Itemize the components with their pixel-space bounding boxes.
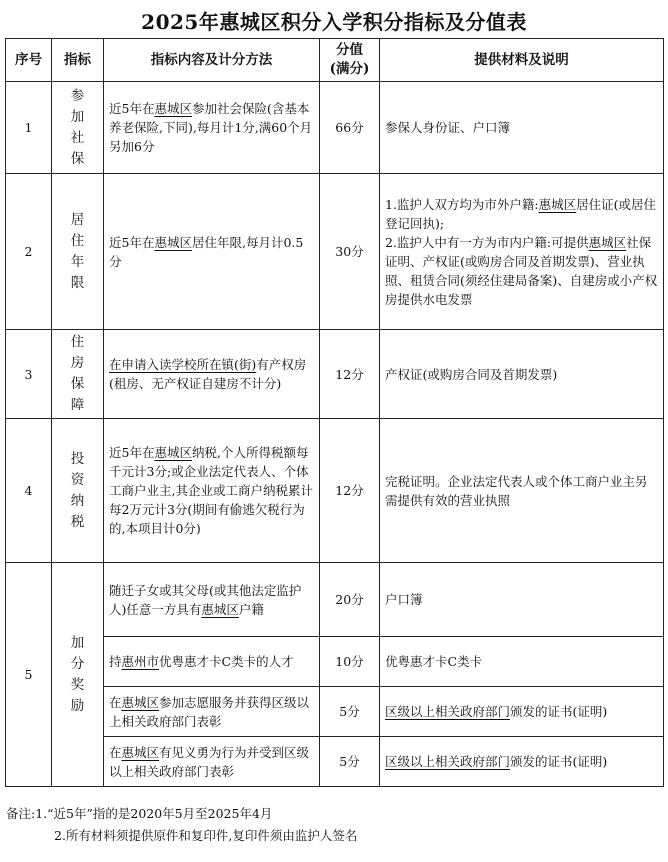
table-row (6, 637, 664, 687)
scoring-table (5, 38, 664, 787)
header-materials: 提供材料及说明 (380, 39, 664, 82)
table-row (6, 174, 664, 330)
row-score: 10分 (320, 637, 380, 687)
row-no: 1 (6, 82, 52, 174)
row-score: 66分 (320, 82, 380, 174)
row-score: 12分 (320, 419, 380, 563)
row-indicator: 居住年限 (52, 174, 104, 330)
row-content: 近5年在惠城区居住年限,每月计0.5分 (104, 174, 320, 330)
row-content: 在惠城区有见义勇为行为并受到区级以上相关政府部门表彰 (104, 737, 320, 787)
table-row (6, 330, 664, 419)
row-content: 近5年在惠城区参加社会保险(含基本养老保险,下同),每月计1分,满60个月另加6分 (104, 82, 320, 174)
row-no: 2 (6, 174, 52, 330)
row-materials: 参保人身份证、户口簿 (380, 82, 664, 174)
table-row (6, 563, 664, 637)
row-score: 20分 (320, 563, 380, 637)
header-score-line2: (满分) (329, 61, 370, 77)
row-content: 在惠城区参加志愿服务并获得区级以上相关政府部门表彰 (104, 687, 320, 737)
table-row (6, 82, 664, 174)
header-score-line1: 分值 (336, 42, 363, 58)
row-materials: 完税证明。企业法定代表人或个体工商户业主另需提供有效的营业执照 (380, 419, 664, 563)
row-materials (380, 174, 664, 330)
row-content: 随迁子女或其父母(或其他法定监护人)任意一方具有惠城区户籍 (104, 563, 320, 637)
page-title: 2025年惠城区积分入学积分指标及分值表 (141, 10, 527, 34)
row-materials: 优粤惠才卡C类卡 (380, 637, 664, 687)
row-indicator: 参加社保 (52, 82, 104, 174)
row-no: 4 (6, 419, 52, 563)
header-content: 指标内容及计分方法 (104, 39, 320, 82)
row-score: 12分 (320, 330, 380, 419)
row-materials: 产权证(或购房合同及首期发票) (380, 330, 664, 419)
table-row (6, 419, 664, 563)
header-no: 序号 (6, 39, 52, 82)
row-content: 在申请入读学校所在镇(街)有产权房(租房、无产权证自建房不计分) (104, 330, 320, 419)
row-score: 5分 (320, 737, 380, 787)
materials-item-2: 2.监护人中有一方为市内户籍:可提供惠城区社保证明、产权证(或购房合同及首期发票)、营业执照、租赁合同(须经住建局备案)、自建房或小产权房提供水电发票 (385, 234, 658, 307)
row-materials: 区级以上相关政府部门颁发的证书(证明) (380, 737, 664, 787)
table-row (6, 737, 664, 787)
footer-note-1: 备注:1.“近5年”指的是2020年5月至2025年4月 (6, 806, 273, 821)
materials-item-1: 1.监护人双方均为市外户籍:惠城区居住证(或居住登记回执); (385, 196, 657, 231)
header-indicator: 指标 (52, 39, 104, 82)
row-content: 近5年在惠城区纳税,个人所得税额每千元计3分;或企业法定代表人、个体工商户业主,其企业或工商户纳税累计每2万元计3分(期间有偷逃欠税行为的,本项目计0分) (104, 419, 320, 563)
row-materials: 区级以上相关政府部门颁发的证书(证明) (380, 687, 664, 737)
table-row (6, 687, 664, 737)
row-score: 30分 (320, 174, 380, 330)
row-no: 3 (6, 330, 52, 419)
footer-notes (6, 803, 357, 847)
row-no: 5 (6, 563, 52, 787)
header-score (320, 39, 380, 82)
row-indicator: 住房保障 (52, 330, 104, 419)
row-indicator: 投资纳税 (52, 419, 104, 563)
footer-note-2: 2.所有材料须提供原件和复印件,复印件须由监护人签名 (54, 828, 358, 843)
row-materials: 户口簿 (380, 563, 664, 637)
table-header-row (6, 39, 664, 82)
row-content: 持惠州市优粤惠才卡C类卡的人才 (104, 637, 320, 687)
row-score: 5分 (320, 687, 380, 737)
row-indicator: 加分奖励 (52, 563, 104, 787)
